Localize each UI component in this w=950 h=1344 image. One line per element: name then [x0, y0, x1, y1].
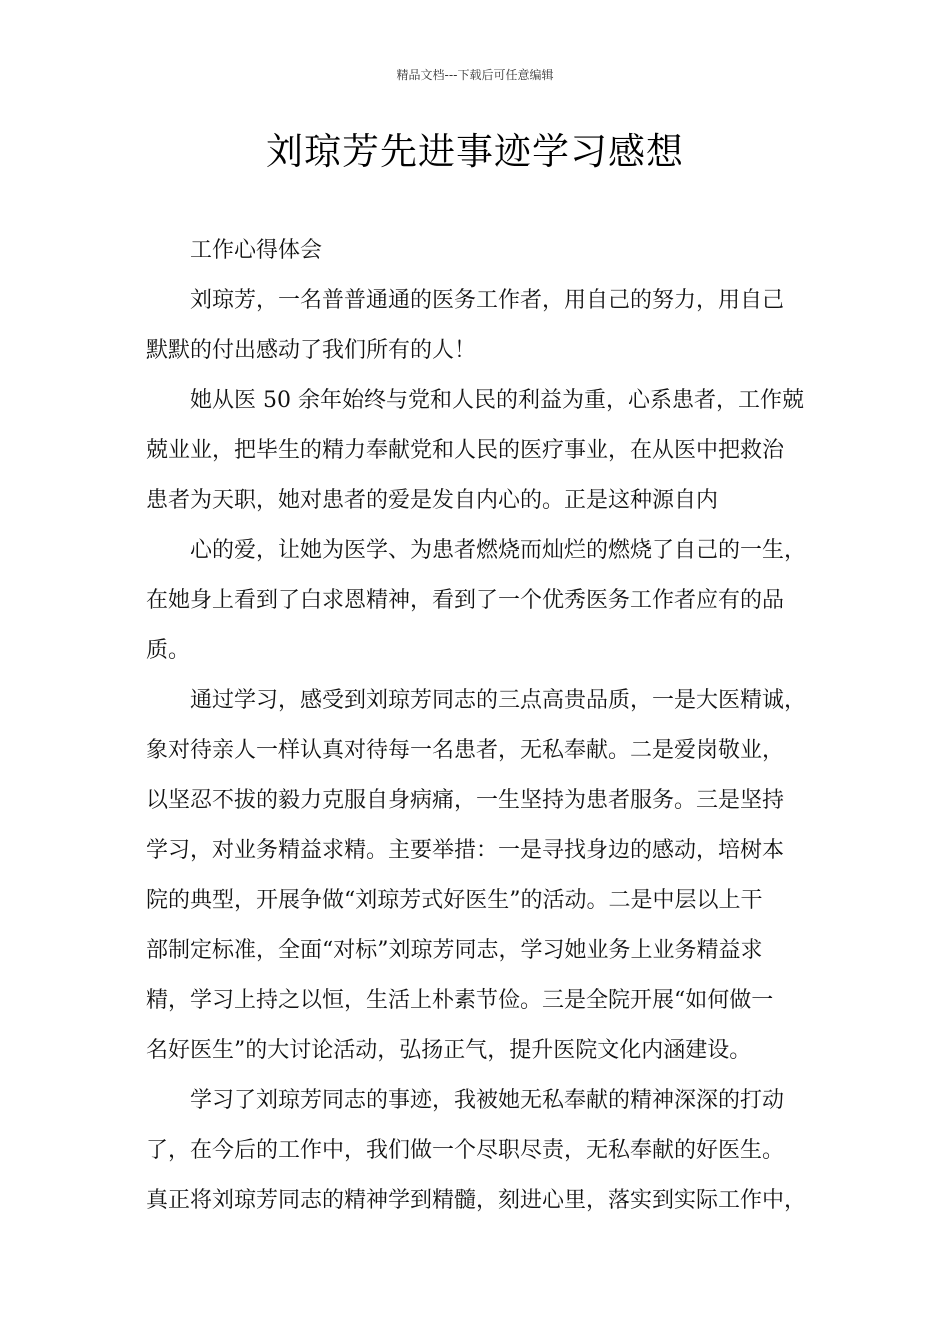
header-note: 精品文档---下载后可任意编辑: [396, 68, 554, 82]
paragraph-line: 心的爱，让她为医学、为患者燃烧而灿烂的燃烧了自己的一生，: [190, 538, 807, 563]
paragraph-line: 真正将刘琼芳同志的精神学到精髓，刻进心里，落实到实际工作中，: [146, 1188, 807, 1213]
paragraph-line: 了，在今后的工作中，我们做一个尽职尽责，无私奉献的好医生。: [146, 1138, 785, 1163]
paragraph-line: 院的典型，开展争做“刘琼芳式好医生”的活动。二是中层以上干: [146, 888, 763, 913]
paragraph-line: 名好医生”的大讨论活动，弘扬正气，提升医院文化内涵建设。: [146, 1038, 752, 1063]
paragraph-line: 象对待亲人一样认真对待每一名患者，无私奉献。二是爱岗敬业，: [146, 738, 785, 763]
paragraph-line: 以坚忍不拔的毅力克服自身病痛，一生坚持为患者服务。三是坚持: [146, 788, 785, 813]
subtitle-line: 工作心得体会: [190, 238, 323, 263]
paragraph-line: 精，学习上持之以恒，生活上朴素节俭。三是全院开展“如何做一: [146, 988, 774, 1013]
page-title: 刘琼芳先进事迹学习感想: [266, 130, 684, 173]
paragraph-line: 学习了刘琼芳同志的事迹，我被她无私奉献的精神深深的打动: [190, 1088, 785, 1113]
paragraph-line: 部制定标准，全面“对标”刘琼芳同志，学习她业务上业务精益求: [146, 938, 763, 963]
paragraph-line: 质。: [146, 638, 191, 663]
paragraph-line: 患者为天职，她对患者的爱是发自内心的。正是这种源自内: [146, 488, 719, 513]
paragraph-line: 刘琼芳，一名普普通通的医务工作者，用自己的努力，用自己: [190, 288, 785, 313]
paragraph-line: 默默的付出感动了我们所有的人！: [146, 338, 477, 363]
paragraph-line: 学习，对业务精益求精。主要举措：一是寻找身边的感动，培树本: [146, 838, 785, 863]
paragraph-line: 她从医 50 余年始终与党和人民的利益为重，心系患者，工作兢: [190, 388, 804, 413]
paragraph-line: 兢业业，把毕生的精力奉献党和人民的医疗事业，在从医中把救治: [146, 438, 785, 463]
paragraph-line: 在她身上看到了白求恩精神，看到了一个优秀医务工作者应有的品: [146, 588, 785, 613]
paragraph-line: 通过学习，感受到刘琼芳同志的三点高贵品质，一是大医精诚，: [190, 688, 807, 713]
